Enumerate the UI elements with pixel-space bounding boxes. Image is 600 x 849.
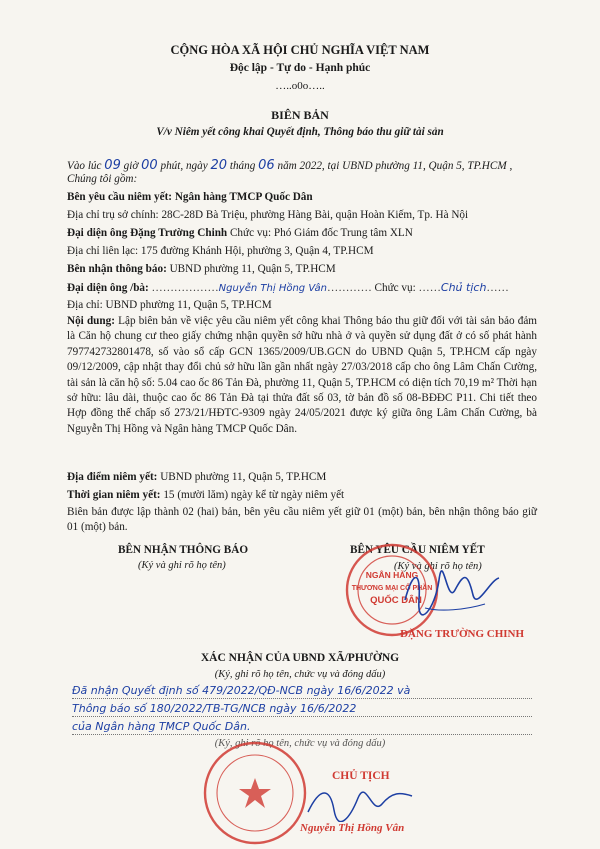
copies-paragraph: Biên bản được lập thành 02 (hai) bản, bên yêu cầu niêm yết giữ 01 (một) bản, bên nhận thông báo giữ 01 (một) bản. bbox=[67, 506, 537, 534]
left-sign-hint: (Ký và ghi rõ họ tên) bbox=[138, 560, 226, 571]
stamp-text-2: THƯƠNG MẠI CỔ PHẦN bbox=[351, 585, 433, 592]
confirmation-bottom-hint: (Ký, ghi rõ họ tên, chức vụ và đóng dấu) bbox=[214, 738, 386, 749]
chairman-name: Nguyễn Thị Hồng Vân bbox=[300, 822, 405, 834]
requester-rep: Đại diện ông Đặng Trường Chinh Chức vụ: Phó Giám đốc Trung tâm XLN bbox=[67, 227, 413, 239]
ward-stamp-icon bbox=[200, 738, 310, 848]
confirmation-handwritten-line-3: của Ngân hàng TMCP Quốc Dân. bbox=[72, 720, 251, 733]
requester-signature-icon bbox=[395, 560, 505, 620]
requester-hq: Địa chỉ trụ sở chính: 28C-28D Bà Triệu, phường Hàng Bài, quận Hoàn Kiếm, Tp. Hà Nội bbox=[67, 209, 469, 221]
receiver-line: Bên nhận thông báo: UBND phường 11, Quận 5, TP.HCM bbox=[67, 263, 336, 275]
stamp-text-1: NGÂN HÀNG bbox=[365, 570, 419, 580]
requester-contact: Địa chỉ liên lạc: 175 đường Khánh Hội, phường 3, Quận 4, TP.HCM bbox=[67, 245, 374, 257]
requester-line: Bên yêu cầu niêm yết: Ngân hàng TMCP Quốc Dân bbox=[67, 191, 313, 203]
header-separator: …..o0o….. bbox=[275, 80, 325, 92]
receiver-rep: Đại diện ông /bà: ………………Nguyễn Thị Hồng Vân………… Chức vụ: ……Chủ tịch…… bbox=[67, 281, 509, 294]
receiver-address: Địa chỉ: UBND phường 11, Quận 5, TP.HCM bbox=[67, 299, 272, 311]
intro-line: Vào lúc 09 giờ 00 phút, ngày 20 tháng 06 năm 2022, tại UBND phường 11, Quận 5, TP.HCM , bbox=[67, 158, 513, 173]
chairman-signature-icon bbox=[300, 782, 420, 822]
right-sign-title: BÊN YÊU CẦU NIÊM YẾT bbox=[350, 544, 485, 556]
confirmation-handwritten-line-1: Đã nhận Quyết định số 479/2022/QĐ-NCB ngày 16/6/2022 và bbox=[72, 684, 411, 697]
receiver-role-handwritten: Chủ tịch bbox=[440, 281, 487, 294]
national-motto: Độc lập - Tự do - Hạnh phúc bbox=[229, 62, 371, 74]
dotted-line-3 bbox=[72, 734, 532, 735]
minute-handwritten: 00 bbox=[141, 158, 158, 173]
requester-sign-name: ĐẶNG TRƯỜNG CHINH bbox=[400, 628, 525, 640]
document-subject: V/v Niêm yết công khai Quyết định, Thông báo thu giữ tài sản bbox=[156, 126, 444, 138]
national-title: CỘNG HÒA XÃ HỘI CHỦ NGHĨA VIỆT NAM bbox=[170, 43, 430, 57]
receiver-rep-handwritten: Nguyễn Thị Hồng Vân bbox=[218, 283, 327, 294]
dotted-line-2 bbox=[72, 716, 532, 717]
content-paragraph: Nội dung: Lập biên bản về việc yêu cầu niêm yết công khai Thông báo thu giữ đối với tài sản bảo đảm là Căn hộ chung cư theo giấy chứng nhận quyền sở hữu nhà ở và quyền sử dụng đất ở có số phát hành 797742732801478, số vào sổ cấp GCN 1365/2009/UB.GCN do UBND Quận 5, TP.HCM cấp ngày 09/12/2009, cập nhật thay đổi chủ sở hữu lần gần nhất ngày 27/03/2018 cấp cho ông Lâm Chấn Cường, tài sản là căn hộ số: 5.04 cao ốc 86 Tản Đà, phường 11, Quận 5, TP.HCM có diện tích 70,19 m² Thời hạn sở hữu: lâu dài, thuộc cao ốc 86 Tản Đà tại thửa đất số 03, tờ bản đồ số 08-BĐĐC P11. Chi tiết theo Hợp đồng thế chấp số 273/21/HĐTC-9309 ngày 24/05/2021 được ký giữa ông Lâm Chấn Cường, bà Nguyễn Thị Hồng và Ngân hàng TMCP Quốc Dân. bbox=[67, 315, 538, 435]
place-line: Địa điểm niêm yết: UBND phường 11, Quận 5, TP.HCM bbox=[67, 471, 327, 483]
left-sign-title: BÊN NHẬN THÔNG BÁO bbox=[118, 544, 249, 556]
chairman-title: CHỦ TỊCH bbox=[332, 770, 390, 782]
intro-line-2: Chúng tôi gồm: bbox=[67, 173, 138, 185]
confirmation-hint: (Ký, ghi rõ họ tên, chức vụ và đóng dấu) bbox=[214, 669, 386, 680]
dotted-line-1 bbox=[72, 698, 532, 699]
hour-handwritten: 09 bbox=[104, 158, 121, 173]
day-handwritten: 20 bbox=[210, 158, 228, 173]
duration-line: Thời gian niêm yết: 15 (mười lăm) ngày kể từ ngày niêm yết bbox=[67, 489, 345, 501]
month-handwritten: 06 bbox=[258, 158, 275, 173]
document-title: BIÊN BẢN bbox=[271, 108, 329, 122]
right-sign-hint: (Ký và ghi rõ họ tên) bbox=[394, 561, 482, 572]
stamp-text-3: QUỐC DÂN bbox=[370, 595, 422, 606]
confirmation-title: XÁC NHẬN CỦA UBND XÃ/PHƯỜNG bbox=[200, 652, 400, 664]
confirmation-handwritten-line-2: Thông báo số 180/2022/TB-TG/NCB ngày 16/6/2022 bbox=[72, 702, 357, 715]
